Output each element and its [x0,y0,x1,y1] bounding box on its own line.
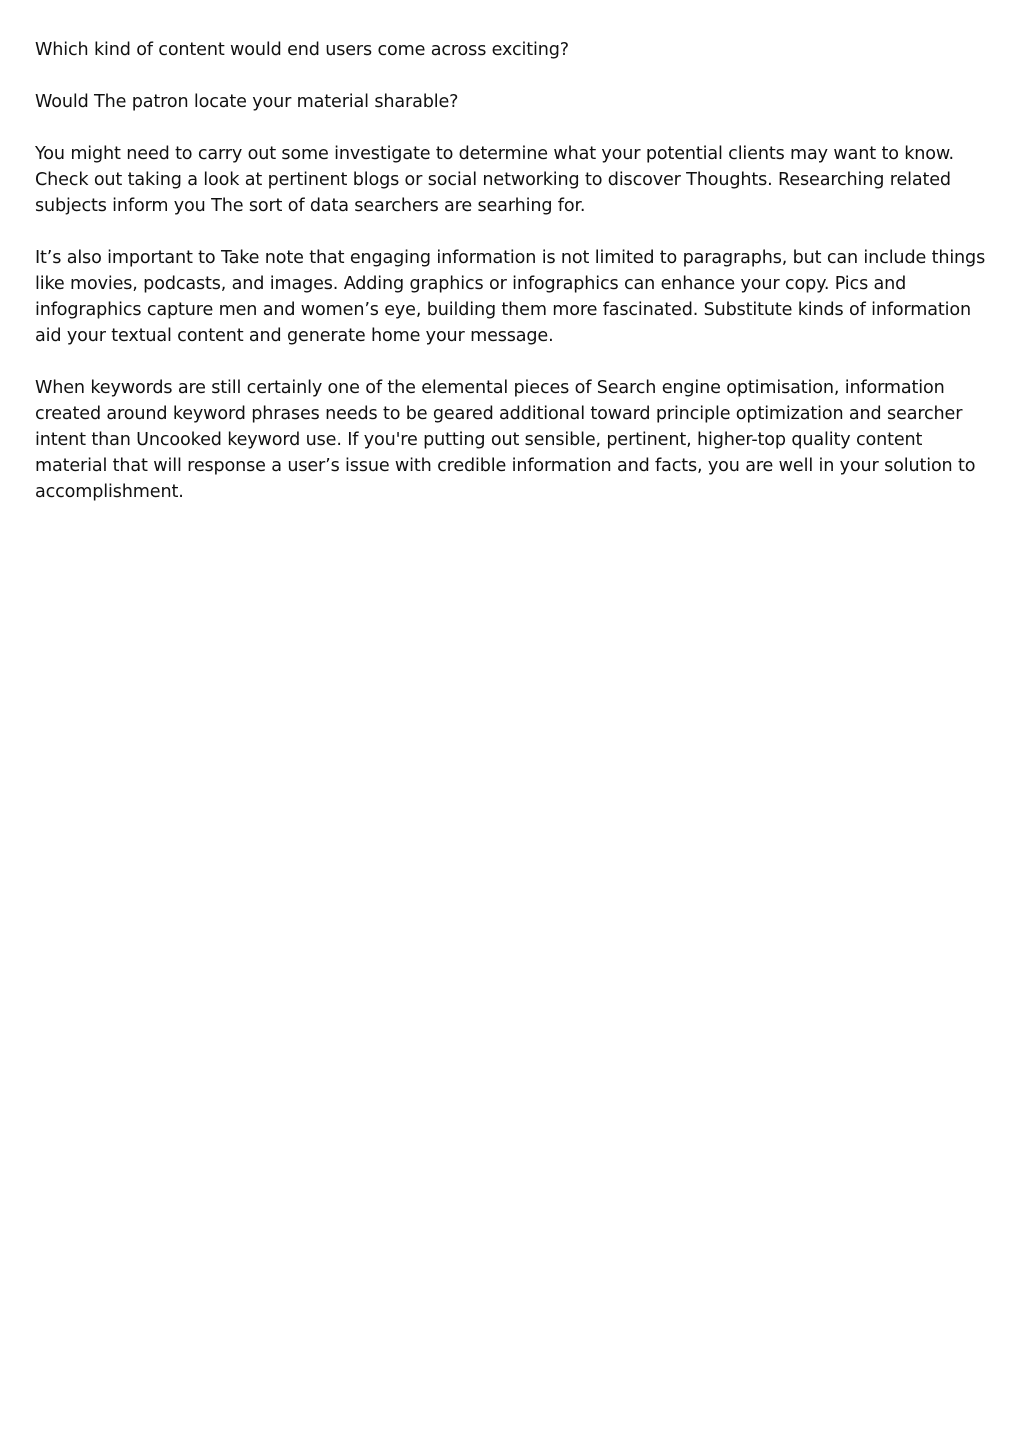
paragraph-question-sharable: Would The patron locate your material sharable? [35,92,459,112]
paragraph-media-types: It’s also important to Take note that engaging information is not limited to paragraphs, but can include things like movies, podcasts, and images. Adding graphics or infographics can enhance your copy. Pics and infographics capture men and women’s eye, building them more fascinated. Substitute kinds of information aid your textual content and generate home your message. [35,248,986,346]
paragraph-keywords: When keywords are still certainly one of the elemental pieces of Search engine optimisation, information created around keyword phrases needs to be geared additional toward principle optimization and searcher intent than Uncooked keyword use. If you're putting out sensible, pertinent, higher-top quality content material that will response a user’s issue with credible information and facts, you are well in your solution to accomplishment. [35,378,976,502]
paragraph-question-exciting: Which kind of content would end users come across exciting? [35,40,569,60]
paragraph-research: You might need to carry out some investigate to determine what your potential clients may want to know. Check out taking a look at pertinent blogs or social networking to discover Thoughts. Researching related subjects inform you The sort of data searchers are searhing for. [35,144,954,216]
